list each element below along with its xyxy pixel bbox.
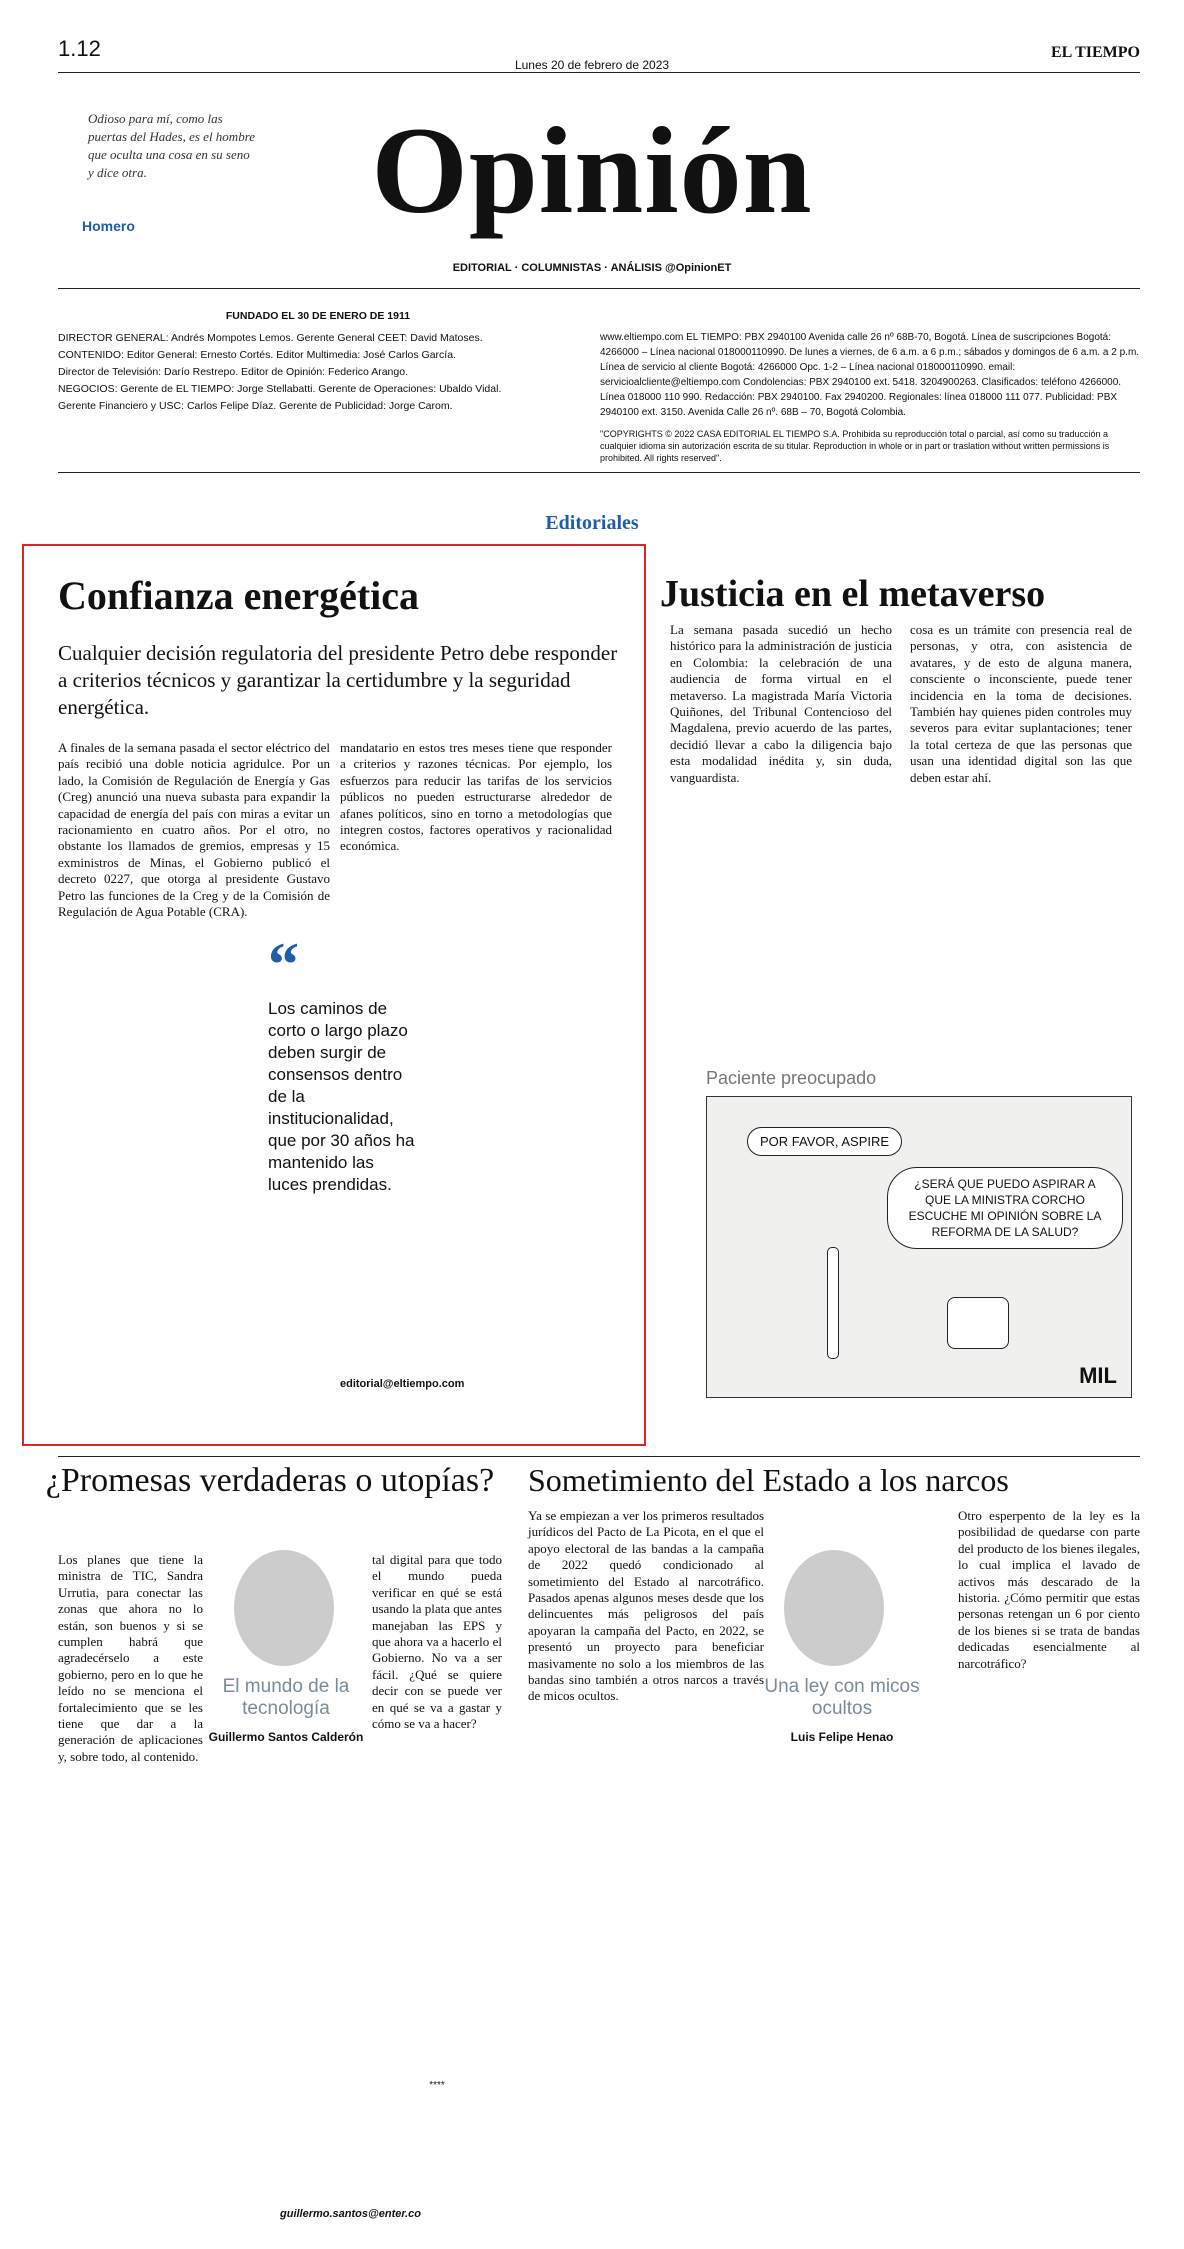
section-nav[interactable]: EDITORIAL · COLUMNISTAS · ANÁLISIS @OpinionET — [452, 262, 732, 274]
staff-line: DIRECTOR GENERAL: Andrés Mompotes Lemos. Gerente General CEET: David Matoses. — [58, 332, 483, 344]
column-1-title: ¿Promesas verdaderas o utopías? — [45, 1462, 495, 1499]
nav-rule — [58, 288, 1140, 289]
column-1-email[interactable]: guillermo.santos@enter.co — [280, 2208, 421, 2220]
editorial-1-col-1: A finales de la semana pasada el sector eléctrico del país recibió una doble noticia agridulce. Por un lado, la Comisión de Regulación de Energía y Gas (Creg) anunció una nueva subasta para expandir la capacidad de energía del país con miras a evitar un racionamiento en cuatro años. Por el otro, no obstante los llamados de gremios, empresas y 15 exministros de Minas, el Gobierno publicó el decreto 0227, que otorga al presidente Gustavo Petro las funciones de la Creg y de la Comisión de Regulación de Agua Potable (CRA). — [58, 740, 330, 920]
contact-info: www.eltiempo.com EL TIEMPO: PBX 2940100 Avenida calle 26 nº 68B-70, Bogotá. Línea de suscripciones Bogotá: 4266000 – Línea nacional 018000110990. De lunes a viernes, de 6 a.m. a 6 p.m.; sábados y domingos de 6 a.m. a 2 p.m. Línea de servicio al cliente Bogotá: 4266000 Opc. 1-2 – Línea nacional 018000110990. email: servicioalcliente@eltiempo.com Condolencias: PBX 2940100 ext. 5418. 3204900263. Clasificados: teléfono 4266000. Línea 018000 110 990. Redacción: PBX 2940100. Fax 2940200. Regionales: línea 018000 111 077. Publicidad: PBX 2940100 ext. 3150. Avenida Calle 26 nº. 68B – 70, Bogotá Colombia. — [600, 332, 1140, 418]
top-rule — [58, 72, 1140, 73]
column-2-title: Sometimiento del Estado a los narcos — [528, 1462, 1009, 1498]
column-1-body-2: tal digital para que todo el mundo pueda verificar en qué se está usando la plata que antes manejaban las EPS y que ahora va a hacerlo el Gobierno. No va a ser fácil. ¿Qué se quiere decir con se puede ver en qué se va a gastar y cómo se va a hacer? — [372, 1552, 502, 1732]
brand-logo[interactable]: EL TIEMPO — [1050, 44, 1140, 61]
quote-mark-icon: “ — [268, 931, 299, 999]
author-photo — [234, 1550, 334, 1666]
cartoon-title: Paciente preocupado — [706, 1068, 877, 1088]
column-2-column-name: Una ley con micos ocultos — [764, 1676, 920, 1719]
editorial-2-col-2: cosa es un trámite con presencia real de personas, y otra, con asistencia de avatares, y de esto de alguna manera, consciente o inconsciente, puede tener incidencia en la toma de decisiones. También hay quienes piden controles muy severos para evitar suplantaciones; tener la total certeza de que las personas que usan una identidad digital son las que deben estar ahí. — [910, 622, 1132, 785]
founded-line: FUNDADO EL 30 DE ENERO DE 1911 — [225, 310, 411, 322]
column-1-body: Los planes que tiene la ministra de TIC, Sandra Urrutia, para conectar las zonas que ahora no lo están, son buenos y si se cumplen habrá que agradecérselo a este gobierno, pero en lo que he leído no se menciona el fortalecimiento que se les tiene que dar a la generación de aplicaciones y, sobre todo, al contenido. — [58, 1552, 203, 1764]
column-1-author: Guillermo Santos Calderón — [208, 1730, 364, 1744]
staff-line: Gerente Financiero y USC: Carlos Felipe Díaz. Gerente de Publicidad: Jorge Carom. — [58, 400, 453, 412]
column-2-body: Ya se empiezan a ver los primeros resultados jurídicos del Pacto de La Picota, en el que el apoyo electoral de las bandas a la campaña de 2022 quedó condicionado al sometimiento del Estado al narcotráfico. Pasados apenas algunos meses desde que los delincuentes más peligrosos del país apoyaran la campaña del Pacto, en 2022, se presentó un proyecto para beneficiar masivamente no solo a los miembros de las bandas sino también a otros narcos a través de micos ocultos. — [528, 1508, 764, 1704]
editorial-1-pullquote: Los caminos de corto o largo plazo deben surgir de consensos dentro de la institucionalidad, que por 30 años ha mantenido las luces prendidas. — [268, 999, 415, 1194]
editorial-email[interactable]: editorial@eltiempo.com — [340, 1378, 465, 1390]
masthead-rule — [58, 472, 1140, 473]
author-photo-2 — [784, 1550, 884, 1666]
cartoon-panel — [706, 1096, 1132, 1398]
figure-doctor — [827, 1247, 839, 1359]
speech-bubble: POR FAVOR, ASPIRE — [747, 1127, 902, 1156]
section-label: Editoriales — [545, 512, 639, 534]
figure-patient — [947, 1297, 1009, 1349]
editorial-2-col-1: La semana pasada sucedió un hecho histórico para la administración de justicia en Colombia: la celebración de una audiencia de forma virtual en el metaverso. La magistrada María Victoria Quiñones, del Tribunal Contencioso del Magdalena, previo acuerdo de las partes, decidió llevar a cabo la diligencia bajo esta modalidad inédita y, sin duda, vanguardista. — [670, 622, 892, 785]
issue-date: Lunes 20 de febrero de 2023 — [514, 58, 670, 72]
editorial-1-lede: Cualquier decisión regulatoria del presidente Petro debe responder a criterios técnicos y garantizar la certidumbre y la seguridad energética. — [58, 641, 618, 719]
masthead-contact — [600, 330, 1140, 464]
column-2-author: Luis Felipe Henao — [790, 1730, 894, 1744]
editorial-2-title: Justicia en el metaverso — [660, 573, 1046, 615]
page-number: 1.12 — [58, 36, 101, 61]
epigraph: Odioso para mí, como las puertas del Hades, es el hombre que oculta una cosa en su seno y dice otra. — [88, 111, 256, 180]
thought-bubble: ¿SERÁ QUE PUEDO ASPIRAR A QUE LA MINISTRA CORCHO ESCUCHE MI OPINIÓN SOBRE LA REFORMA DE LA SALUD? — [887, 1167, 1123, 1249]
page-title: Opinión — [371, 102, 813, 239]
editorial-1-title: Confianza energética — [58, 573, 420, 618]
separator-stars: **** — [429, 2080, 445, 2091]
editorial-1-col-2: mandatario en estos tres meses tiene que responder a criterios y razones técnicas. Por ejemplo, los esfuerzos para reducir las tarifas de los servicios públicos no pueden estructurarse alrededor de afanes políticos, sino en torno a metodologías que integren costos, factores operativos y racionalidad económica. — [340, 740, 612, 854]
cartoon-signature: MIL — [1079, 1363, 1117, 1388]
staff-line: CONTENIDO: Editor General: Ernesto Cortés. Editor Multimedia: José Carlos García. — [58, 349, 456, 361]
column-2-body-2: Otro esperpento de la ley es la posibilidad de quedarse con parte del producto de los bienes ilegales, lo cual implica el lavado de activos más descarado de la historia. ¿Cómo permitir que estas personas retengan un 6 por ciento de los bienes si se trata de bandas dedicadas esencialmente al narcotráfico? — [958, 1508, 1140, 1671]
column-1-column-name: El mundo de la tecnología — [222, 1676, 350, 1719]
copyright: "COPYRIGHTS © 2022 CASA EDITORIAL EL TIEMPO S.A. Prohibida su reproducción total o parcial, así como su traducción a cualquier idioma sin autorización escrita de su titular. Reproduction in whole or in part or traslation without written permissions is prohibited. All rights reserved". — [600, 429, 1110, 463]
columns-rule — [58, 1456, 1140, 1457]
staff-line: Director de Televisión: Darío Restrepo. Editor de Opinión: Federico Arango. — [58, 366, 408, 378]
staff-line: NEGOCIOS: Gerente de EL TIEMPO: Jorge Stellabatti. Gerente de Operaciones: Ubaldo Vidal. — [58, 383, 502, 395]
masthead-staff — [58, 330, 578, 415]
epigraph-author: Homero — [82, 218, 135, 234]
